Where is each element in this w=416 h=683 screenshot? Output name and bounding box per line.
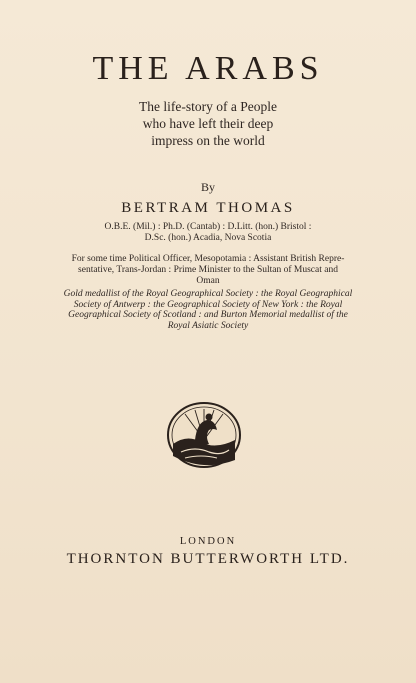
degrees-line: O.B.E. (Mil.) : Ph.D. (Cantab) : D.Litt. (hon.) Bristol : — [104, 222, 312, 232]
book-title: THE ARABS — [92, 50, 324, 87]
author-honours — [0, 289, 416, 331]
degrees-line: D.Sc. (hon.) Acadia, Nova Scotia — [144, 233, 272, 243]
author-offices — [0, 254, 416, 287]
offices-line: sentative, Trans-Jordan : Prime Minister to the Sultan of Muscat and — [78, 265, 338, 275]
offices-line: For some time Political Officer, Mesopotamia : Assistant British Repre- — [71, 254, 345, 264]
honours-line: Royal Asiatic Society — [167, 320, 249, 331]
offices-line: Oman — [196, 276, 220, 286]
subtitle-line: impress on the world — [151, 133, 265, 148]
publisher-device-icon — [165, 400, 243, 470]
publisher-name: THORNTON BUTTERWORTH LTD. — [66, 551, 350, 567]
author-degrees — [0, 222, 416, 244]
subtitle-line: who have left their deep — [142, 116, 274, 131]
author-name: BERTRAM THOMAS — [121, 200, 295, 216]
book-subtitle — [0, 98, 416, 149]
publisher-city: LONDON — [179, 536, 237, 547]
honours-line: Geographical Society of Scotland : and Burton Memorial medallist of the — [68, 310, 348, 320]
by-line: By — [200, 180, 215, 194]
honours-line: Society of Antwerp : the Geographical Society of New York : the Royal — [73, 299, 343, 310]
honours-line: Gold medallist of the Royal Geographical Society : the Royal Geographical — [63, 289, 353, 299]
subtitle-line: The life-story of a People — [139, 99, 277, 114]
